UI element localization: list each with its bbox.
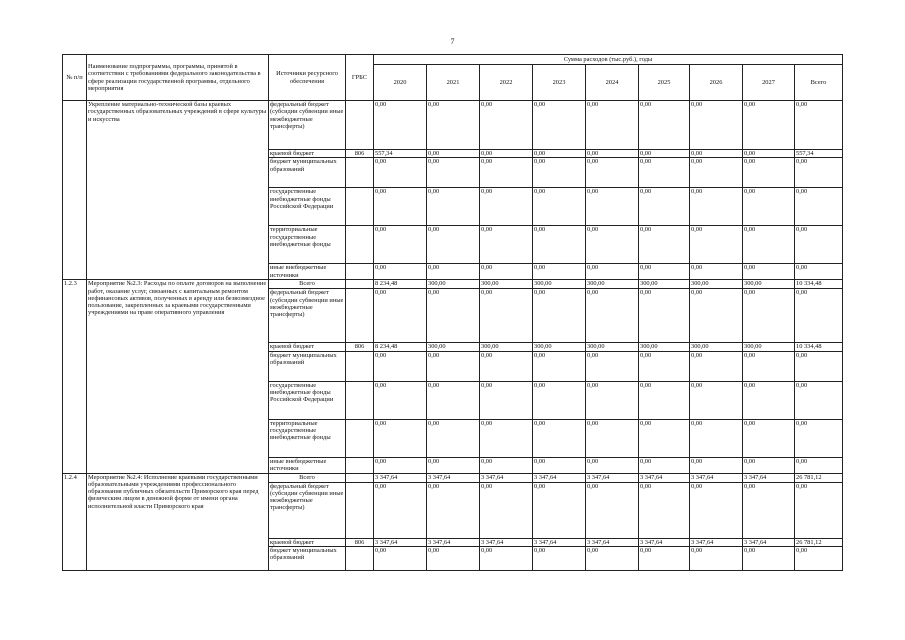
year-value: 0,00 bbox=[427, 264, 480, 280]
year-value: 0,00 bbox=[533, 381, 586, 419]
year-value: 0,00 bbox=[480, 264, 533, 280]
year-value: 8 234,48 bbox=[374, 343, 427, 351]
grbs-code bbox=[346, 419, 374, 457]
header-year: 2025 bbox=[639, 65, 690, 101]
year-value: 0,00 bbox=[639, 546, 690, 570]
year-value: 0,00 bbox=[374, 264, 427, 280]
total-value: 0,00 bbox=[795, 101, 843, 150]
year-value: 300,00 bbox=[480, 280, 533, 289]
item-number: 1.2.4 bbox=[63, 473, 87, 570]
year-value: 0,00 bbox=[639, 101, 690, 150]
year-value: 0,00 bbox=[586, 188, 639, 226]
year-value: 0,00 bbox=[690, 264, 743, 280]
year-value: 0,00 bbox=[690, 101, 743, 150]
funding-source: федеральный бюджет (субсидии субвенции иные межбюджетные трансферты) bbox=[269, 482, 346, 538]
year-value: 0,00 bbox=[533, 419, 586, 457]
grbs-code bbox=[346, 457, 374, 473]
year-value: 0,00 bbox=[639, 289, 690, 343]
year-value: 0,00 bbox=[427, 158, 480, 188]
year-value: 300,00 bbox=[743, 343, 795, 351]
year-value: 300,00 bbox=[690, 343, 743, 351]
year-value: 0,00 bbox=[374, 158, 427, 188]
year-value: 0,00 bbox=[639, 457, 690, 473]
year-value: 0,00 bbox=[690, 482, 743, 538]
year-value: 0,00 bbox=[533, 226, 586, 264]
year-value: 3 347,64 bbox=[427, 538, 480, 546]
year-value: 557,34 bbox=[374, 150, 427, 158]
year-value: 300,00 bbox=[639, 343, 690, 351]
grbs-code bbox=[346, 101, 374, 150]
year-value: 0,00 bbox=[374, 381, 427, 419]
year-value: 0,00 bbox=[639, 482, 690, 538]
year-value: 0,00 bbox=[480, 381, 533, 419]
year-value: 3 347,64 bbox=[427, 473, 480, 482]
funding-source: краевой бюджет bbox=[269, 343, 346, 351]
funding-source: бюджет муниципальных образований bbox=[269, 546, 346, 570]
funding-source: бюджет муниципальных образований bbox=[269, 158, 346, 188]
total-value: 26 781,12 bbox=[795, 538, 843, 546]
total-value: 0,00 bbox=[795, 457, 843, 473]
year-value: 0,00 bbox=[743, 482, 795, 538]
year-value: 0,00 bbox=[586, 457, 639, 473]
year-value: 300,00 bbox=[533, 280, 586, 289]
year-value: 300,00 bbox=[690, 280, 743, 289]
year-value: 0,00 bbox=[374, 457, 427, 473]
year-value: 300,00 bbox=[639, 280, 690, 289]
year-value: 0,00 bbox=[586, 150, 639, 158]
year-value: 0,00 bbox=[639, 226, 690, 264]
year-value: 0,00 bbox=[427, 546, 480, 570]
year-value: 0,00 bbox=[743, 381, 795, 419]
year-value: 0,00 bbox=[374, 226, 427, 264]
year-value: 0,00 bbox=[374, 482, 427, 538]
year-value: 300,00 bbox=[427, 343, 480, 351]
year-value: 3 347,64 bbox=[586, 473, 639, 482]
year-value: 0,00 bbox=[480, 457, 533, 473]
year-value: 0,00 bbox=[639, 150, 690, 158]
year-value: 0,00 bbox=[690, 289, 743, 343]
table-row bbox=[63, 280, 843, 289]
year-value: 0,00 bbox=[743, 264, 795, 280]
item-number: 1.2.3 bbox=[63, 280, 87, 473]
total-value: 0,00 bbox=[795, 419, 843, 457]
year-value: 0,00 bbox=[639, 381, 690, 419]
grbs-code bbox=[346, 473, 374, 482]
header-year: 2026 bbox=[690, 65, 743, 101]
budget-table bbox=[62, 54, 843, 571]
header-grbs: ГРБС bbox=[346, 55, 374, 101]
page-number: 7 bbox=[450, 37, 455, 46]
year-value: 0,00 bbox=[480, 226, 533, 264]
year-value: 3 347,64 bbox=[586, 538, 639, 546]
year-value: 0,00 bbox=[533, 188, 586, 226]
grbs-code bbox=[346, 226, 374, 264]
total-value: 26 781,12 bbox=[795, 473, 843, 482]
year-value: 0,00 bbox=[743, 289, 795, 343]
year-value: 0,00 bbox=[586, 158, 639, 188]
year-value: 3 347,64 bbox=[743, 473, 795, 482]
year-value: 0,00 bbox=[533, 150, 586, 158]
funding-source: государственные внебюджетные фонды Российской Федерации bbox=[269, 188, 346, 226]
header-source: Источники ресурсного обеспечения bbox=[269, 55, 346, 101]
year-value: 0,00 bbox=[427, 482, 480, 538]
year-value: 0,00 bbox=[427, 289, 480, 343]
grbs-code bbox=[346, 381, 374, 419]
funding-source: бюджет муниципальных образований bbox=[269, 351, 346, 381]
header-year: 2024 bbox=[586, 65, 639, 101]
year-value: 0,00 bbox=[427, 457, 480, 473]
year-value: 0,00 bbox=[743, 419, 795, 457]
total-value: 0,00 bbox=[795, 264, 843, 280]
year-value: 0,00 bbox=[480, 482, 533, 538]
year-value: 0,00 bbox=[374, 101, 427, 150]
year-value: 0,00 bbox=[690, 150, 743, 158]
year-value: 0,00 bbox=[427, 101, 480, 150]
year-value: 0,00 bbox=[690, 158, 743, 188]
grbs-code bbox=[346, 289, 374, 343]
year-value: 0,00 bbox=[743, 226, 795, 264]
funding-source: краевой бюджет bbox=[269, 538, 346, 546]
year-value: 3 347,64 bbox=[690, 538, 743, 546]
year-value: 3 347,64 bbox=[480, 538, 533, 546]
header-year: 2020 bbox=[374, 65, 427, 101]
grbs-code bbox=[346, 482, 374, 538]
total-value: 557,34 bbox=[795, 150, 843, 158]
year-value: 0,00 bbox=[374, 419, 427, 457]
year-value: 3 347,64 bbox=[533, 473, 586, 482]
year-value: 3 347,64 bbox=[480, 473, 533, 482]
year-value: 0,00 bbox=[374, 351, 427, 381]
year-value: 0,00 bbox=[480, 101, 533, 150]
item-name: Мероприятие №2.3: Расходы по оплате договоров на выполнение работ, оказание услуг, связанных с капитальным ремонтом нефинансовых активов, полученных в аренду или безвозмездное пользование, закрепленных за краевыми государственными учреждениями на праве оперативного управления bbox=[87, 280, 269, 473]
year-value: 300,00 bbox=[533, 343, 586, 351]
year-value: 3 347,64 bbox=[639, 538, 690, 546]
item-number bbox=[63, 101, 87, 280]
year-value: 0,00 bbox=[639, 158, 690, 188]
total-value: 10 334,48 bbox=[795, 280, 843, 289]
year-value: 0,00 bbox=[480, 289, 533, 343]
header-total: Всего bbox=[795, 65, 843, 101]
year-value: 0,00 bbox=[427, 381, 480, 419]
grbs-code bbox=[346, 188, 374, 226]
year-value: 0,00 bbox=[374, 188, 427, 226]
year-value: 0,00 bbox=[586, 482, 639, 538]
year-value: 0,00 bbox=[690, 546, 743, 570]
year-value: 3 347,64 bbox=[374, 538, 427, 546]
year-value: 0,00 bbox=[639, 188, 690, 226]
year-value: 300,00 bbox=[586, 280, 639, 289]
year-value: 0,00 bbox=[427, 150, 480, 158]
total-value: 0,00 bbox=[795, 158, 843, 188]
table-body bbox=[63, 101, 843, 571]
year-value: 3 347,64 bbox=[743, 538, 795, 546]
year-value: 0,00 bbox=[690, 381, 743, 419]
year-value: 0,00 bbox=[533, 457, 586, 473]
year-value: 0,00 bbox=[427, 188, 480, 226]
year-value: 0,00 bbox=[743, 158, 795, 188]
year-value: 0,00 bbox=[639, 419, 690, 457]
grbs-code bbox=[346, 546, 374, 570]
funding-source: федеральный бюджет (субсидии субвенции иные межбюджетные трансферты) bbox=[269, 101, 346, 150]
year-value: 0,00 bbox=[533, 546, 586, 570]
year-value: 0,00 bbox=[480, 150, 533, 158]
item-name: Мероприятие №2.4: Исполнение краевыми государственными образовательными учреждениями профессионального образования публичных обязательств Приморского края перед физическим лицом в денежной форме от имени органа исполнительной власти Приморского края bbox=[87, 473, 269, 570]
year-value: 0,00 bbox=[427, 419, 480, 457]
header-name: Наименование подпрограммы, программы, принятой в соответствии с требованиями федерального законодательства в сфере реализации государственной программы, отдельного мероприятия bbox=[87, 55, 269, 101]
year-value: 0,00 bbox=[586, 419, 639, 457]
total-value: 0,00 bbox=[795, 188, 843, 226]
total-value: 10 334,48 bbox=[795, 343, 843, 351]
item-name: Укрепление материально-технической базы краевых государственных образовательных учреждений в сфере культуры и искусства bbox=[87, 101, 269, 280]
year-value: 0,00 bbox=[480, 351, 533, 381]
year-value: 0,00 bbox=[533, 289, 586, 343]
year-value: 0,00 bbox=[639, 351, 690, 381]
year-value: 300,00 bbox=[480, 343, 533, 351]
total-value: 0,00 bbox=[795, 381, 843, 419]
header-year: 2023 bbox=[533, 65, 586, 101]
total-value: 0,00 bbox=[795, 351, 843, 381]
header-num: № п/п bbox=[63, 55, 87, 101]
funding-source: территориальные государственные внебюджетные фонды bbox=[269, 226, 346, 264]
year-value: 0,00 bbox=[533, 351, 586, 381]
table-header bbox=[63, 55, 843, 101]
total-value: 0,00 bbox=[795, 546, 843, 570]
year-value: 0,00 bbox=[427, 226, 480, 264]
year-value: 0,00 bbox=[690, 226, 743, 264]
year-value: 3 347,64 bbox=[374, 473, 427, 482]
year-value: 0,00 bbox=[586, 351, 639, 381]
year-value: 0,00 bbox=[427, 351, 480, 381]
year-value: 0,00 bbox=[586, 226, 639, 264]
year-value: 0,00 bbox=[374, 546, 427, 570]
year-value: 300,00 bbox=[743, 280, 795, 289]
total-value: 0,00 bbox=[795, 482, 843, 538]
funding-source: государственные внебюджетные фонды Российской Федерации bbox=[269, 381, 346, 419]
funding-source: краевой бюджет bbox=[269, 150, 346, 158]
year-value: 0,00 bbox=[480, 546, 533, 570]
funding-source: федеральный бюджет (субсидии субвенции иные межбюджетные трансферты) bbox=[269, 289, 346, 343]
funding-source: иные внебюджетные источники bbox=[269, 264, 346, 280]
year-value: 0,00 bbox=[690, 457, 743, 473]
year-value: 8 234,48 bbox=[374, 280, 427, 289]
grbs-code bbox=[346, 280, 374, 289]
table-row bbox=[63, 473, 843, 482]
grbs-code: 806 bbox=[346, 538, 374, 546]
year-value: 0,00 bbox=[533, 264, 586, 280]
year-value: 0,00 bbox=[743, 457, 795, 473]
funding-source: иные внебюджетные источники bbox=[269, 457, 346, 473]
year-value: 300,00 bbox=[586, 343, 639, 351]
year-value: 0,00 bbox=[533, 482, 586, 538]
header-sum: Сумма расходов (тыс.руб.), годы bbox=[374, 55, 843, 65]
grbs-code bbox=[346, 158, 374, 188]
grbs-code bbox=[346, 351, 374, 381]
year-value: 0,00 bbox=[743, 546, 795, 570]
header-year: 2027 bbox=[743, 65, 795, 101]
year-value: 0,00 bbox=[690, 419, 743, 457]
year-value: 3 347,64 bbox=[533, 538, 586, 546]
year-value: 3 347,64 bbox=[639, 473, 690, 482]
year-value: 0,00 bbox=[690, 351, 743, 381]
total-value: 0,00 bbox=[795, 289, 843, 343]
year-value: 0,00 bbox=[586, 546, 639, 570]
grbs-code: 806 bbox=[346, 150, 374, 158]
year-value: 0,00 bbox=[639, 264, 690, 280]
year-value: 0,00 bbox=[586, 381, 639, 419]
grbs-code bbox=[346, 264, 374, 280]
year-value: 3 347,64 bbox=[690, 473, 743, 482]
funding-source: территориальные государственные внебюджетные фонды bbox=[269, 419, 346, 457]
year-value: 0,00 bbox=[743, 150, 795, 158]
funding-source: Всего bbox=[269, 473, 346, 482]
year-value: 0,00 bbox=[743, 351, 795, 381]
year-value: 0,00 bbox=[586, 264, 639, 280]
total-value: 0,00 bbox=[795, 226, 843, 264]
year-value: 0,00 bbox=[586, 101, 639, 150]
grbs-code: 806 bbox=[346, 343, 374, 351]
year-value: 0,00 bbox=[533, 101, 586, 150]
funding-source: Всего bbox=[269, 280, 346, 289]
year-value: 0,00 bbox=[480, 188, 533, 226]
header-year: 2022 bbox=[480, 65, 533, 101]
header-year: 2021 bbox=[427, 65, 480, 101]
year-value: 300,00 bbox=[427, 280, 480, 289]
year-value: 0,00 bbox=[586, 289, 639, 343]
year-value: 0,00 bbox=[743, 188, 795, 226]
year-value: 0,00 bbox=[480, 419, 533, 457]
year-value: 0,00 bbox=[690, 188, 743, 226]
year-value: 0,00 bbox=[374, 289, 427, 343]
year-value: 0,00 bbox=[533, 158, 586, 188]
year-value: 0,00 bbox=[480, 158, 533, 188]
table-row bbox=[63, 101, 843, 150]
year-value: 0,00 bbox=[743, 101, 795, 150]
